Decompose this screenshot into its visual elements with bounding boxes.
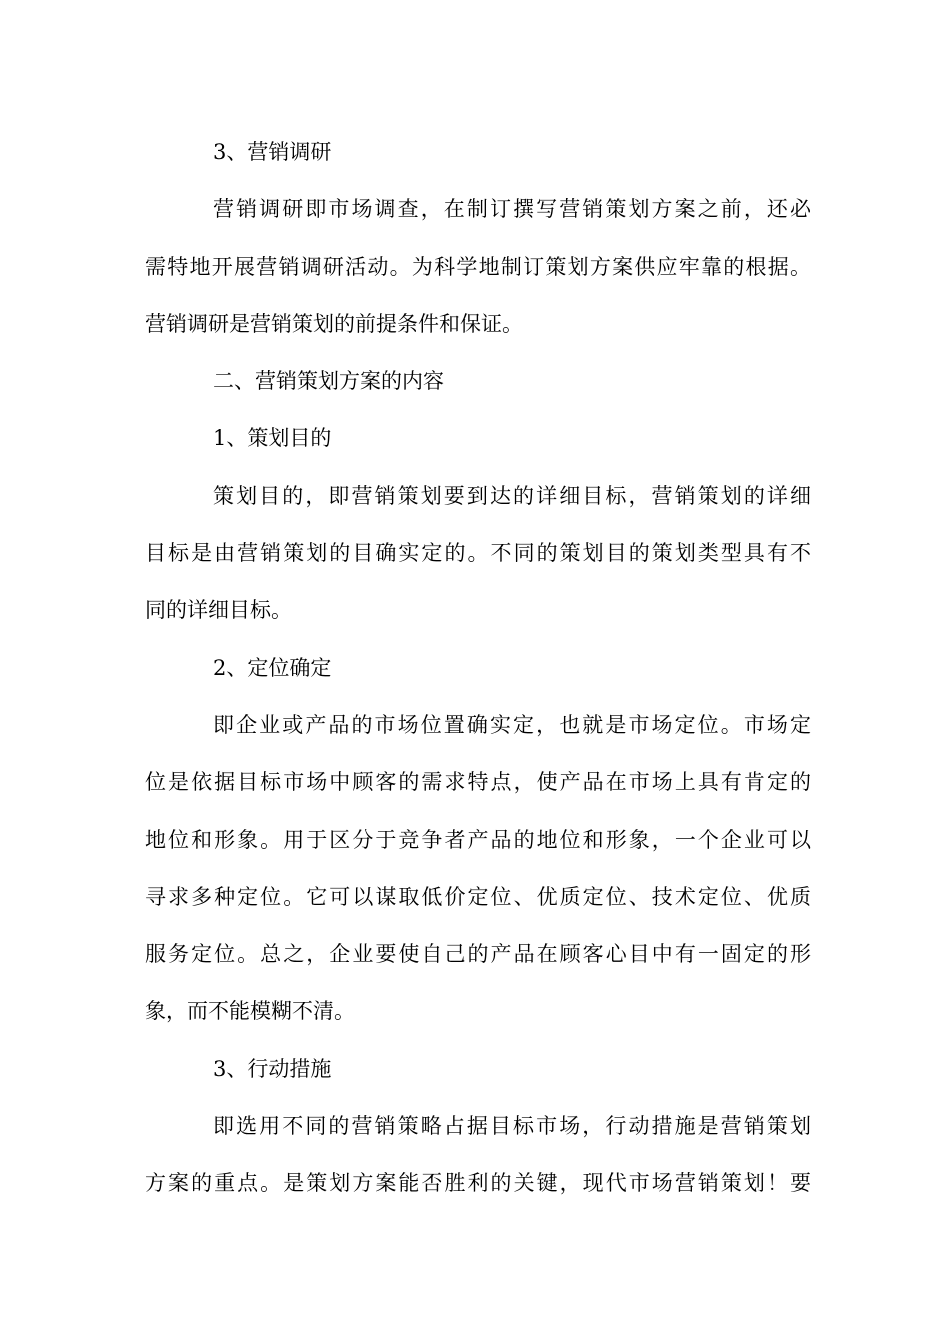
paragraph-line: 服务定位。总之，企业要使自己的产品在顾客心目中有一固定的形 — [145, 942, 811, 967]
paragraph-line: 即企业或产品的市场位置确实定，也就是市场定位。市场定 — [213, 712, 811, 737]
paragraph-line: 象，而不能模糊不清。 — [145, 999, 355, 1024]
paragraph-line: 即选用不同的营销策略占据目标市场，行动措施是营销策划 — [213, 1114, 811, 1139]
paragraph-line: 同的详细目标。 — [145, 598, 292, 623]
heading-positioning: 2、定位确定 — [213, 655, 332, 680]
paragraph-line: 目标是由营销策划的目确实定的。不同的策划目的策划类型具有不 — [145, 541, 811, 566]
paragraph-line: 寻求多种定位。它可以谋取低价定位、优质定位、技术定位、优质 — [145, 884, 811, 909]
paragraph-line: 营销调研是营销策划的前提条件和保证。 — [145, 311, 523, 336]
paragraph-line: 策划目的，即营销策划要到达的详细目标，营销策划的详细 — [213, 483, 811, 508]
heading-action-measures: 3、行动措施 — [213, 1056, 332, 1081]
heading-plan-content: 二、营销策划方案的内容 — [213, 369, 444, 394]
heading-plan-purpose: 1、策划目的 — [213, 426, 332, 451]
heading-marketing-research: 3、营销调研 — [213, 140, 332, 164]
document-body — [145, 124, 811, 1213]
paragraph-line: 地位和形象。用于区分于竞争者产品的地位和形象，一个企业可以 — [145, 827, 811, 852]
paragraph-line: 营销调研即市场调查，在制订撰写营销策划方案之前，还必 — [213, 197, 811, 222]
paragraph-line: 方案的重点。是策划方案能否胜利的关键，现代市场营销策划！要 — [145, 1171, 811, 1196]
paragraph-line: 位是依据目标市场中顾客的需求特点，使产品在市场上具有肯定的 — [145, 770, 811, 795]
paragraph-line: 需特地开展营销调研活动。为科学地制订策划方案供应牢靠的根据。 — [145, 254, 811, 279]
